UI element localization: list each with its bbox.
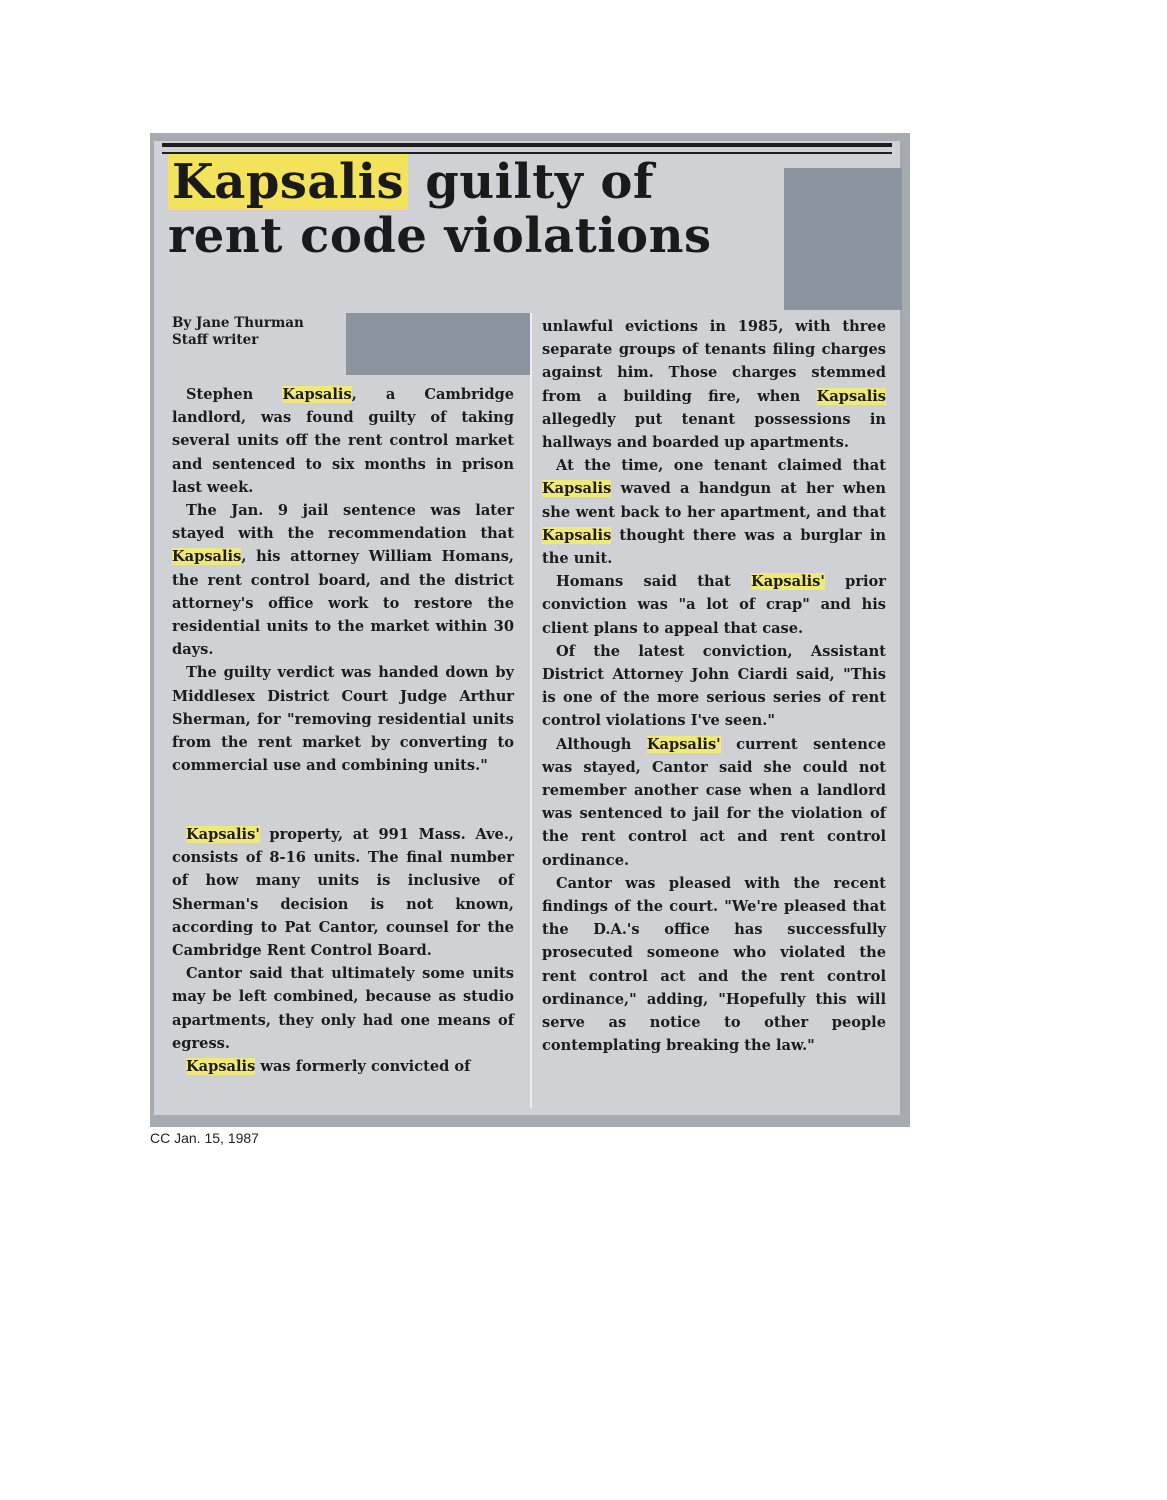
caption: CC Jan. 15, 1987	[150, 1130, 259, 1146]
article-column-left	[172, 383, 514, 777]
paragraph: Kapsalis' property, at 991 Mass. Ave., consists of 8-16 units. The final number of how many units is inclusive of Sherman's decision is not known, according to Pat Cantor, counsel for the Cambridge Rent Control Board.	[172, 826, 514, 960]
gray-block	[784, 168, 902, 310]
highlighted-name: Kapsalis'	[646, 735, 721, 753]
article-column-right	[542, 315, 886, 1058]
paragraph: The Jan. 9 jail sentence was later stayed with the recommendation that Kapsalis, his attorney William Homans, the rent control board, and the district attorney's office work to restore the residential units to the market within 30 days.	[172, 502, 514, 659]
article-column-left-continued	[172, 823, 514, 1078]
headline	[168, 155, 788, 263]
paragraph: Cantor said that ultimately some units may be left combined, because as studio apartments, they only had one means of egress.	[172, 965, 514, 1052]
paragraph: Homans said that Kapsalis' prior conviction was "a lot of crap" and his client plans to appeal that case.	[542, 573, 886, 637]
paragraph: At the time, one tenant claimed that Kapsalis waved a handgun at her when she went back to her apartment, and that Kapsalis thought there was a burglar in the unit.	[542, 457, 886, 568]
highlighted-name: Kapsalis	[542, 526, 612, 544]
highlighted-name: Kapsalis	[282, 386, 352, 403]
paragraph: Stephen Kapsalis, a Cambridge landlord, was found guilty of taking several units off the rent control market and sentenced to six months in prison last week.	[172, 386, 515, 496]
byline-author: By Jane Thurman	[172, 315, 304, 331]
top-rule	[162, 143, 892, 147]
gray-block	[346, 313, 532, 375]
highlighted-name: Kapsalis'	[751, 573, 825, 591]
paragraph: Kapsalis was formerly convicted of	[186, 1058, 471, 1076]
paragraph: The guilty verdict was handed down by Middlesex District Court Judge Arthur Sherman, for "removing residential units from the rent market by converting to commercial use and combining units."	[172, 664, 514, 775]
column-divider	[530, 313, 532, 1108]
paragraph: unlawful evictions in 1985, with three separate groups of tenants filing charges against him. Those charges stemmed from a building fire, when Kapsalis allegedly put tenant possessions in hallways and boarded up apartments.	[542, 318, 886, 452]
highlighted-name: Kapsalis'	[186, 826, 260, 843]
byline	[172, 315, 304, 349]
headline-highlighted-name: Kapsalis	[168, 154, 408, 210]
byline-role: Staff writer	[172, 332, 259, 348]
paragraph: Of the latest conviction, Assistant District Attorney John Ciardi said, "This is one of the more serious series of rent control violations I've seen."	[542, 642, 886, 730]
paragraph: Cantor was pleased with the recent findings of the court. "We're pleased that the D.A.'s office has successfully prosecuted someone who violated the rent control act and the rent control ordinance," adding, "Hopefully this will serve as notice to other people contemplating breaking the law."	[542, 874, 886, 1055]
paragraph: Although Kapsalis' current sentence was stayed, Cantor said she could not remember another case when a landlord was sentenced to jail for the violation of the rent control act and rent control ordinance.	[542, 735, 886, 869]
highlighted-name: Kapsalis	[542, 480, 612, 498]
headline-part: guilty of	[408, 154, 655, 210]
newspaper-clipping	[150, 133, 910, 1127]
headline-line2: rent code violations	[168, 208, 712, 264]
highlighted-name: Kapsalis	[816, 387, 886, 405]
highlighted-name: Kapsalis	[172, 548, 242, 566]
highlighted-name: Kapsalis	[186, 1058, 256, 1076]
